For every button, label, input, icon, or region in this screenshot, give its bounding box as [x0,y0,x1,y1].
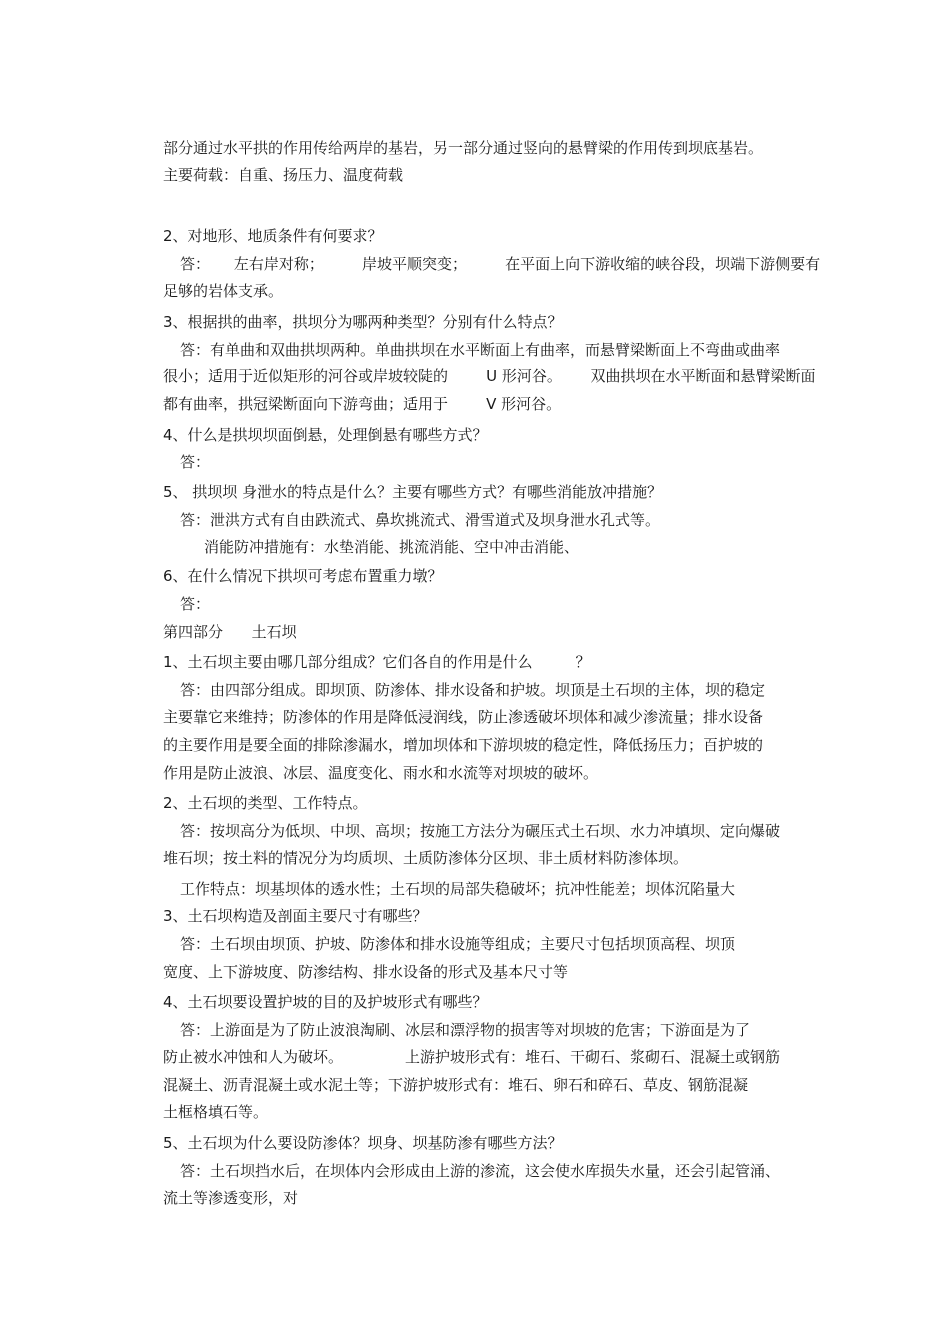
answer-line: 堆石坝；按土料的情况分为均质坝、土质防渗体分区坝、非土质材料防渗体坝。 [163,849,689,867]
answer-line: 答：有单曲和双曲拱坝两种。单曲拱坝在水平断面上有曲率，而悬臂梁断面上不弯曲或曲率 [180,341,781,359]
answer-line: 答： 左右岸对称； 岸坡平顺突变； 在平面上向下游收缩的峡谷段，坝端下游侧要有 [180,255,821,273]
answer-line: 足够的岩体支承。 [163,282,284,300]
answer-line: 答： [180,595,211,613]
question-heading: 2、土石坝的类型、工作特点。 [163,794,368,812]
answer-line: 答：土石坝挡水后，在坝体内会形成由上游的渗流，这会使水库损失水量，还会引起管涌、 [180,1162,781,1180]
answer-line: 消能防冲措施有：水垫消能、挑流消能、空中冲击消能、 [204,538,580,556]
answer-line: 答：泄洪方式有自由跌流式、鼻坎挑流式、滑雪道式及坝身泄水孔式等。 [180,511,661,529]
answer-line: 工作特点：坝基坝体的透水性；土石坝的局部失稳破坏；抗冲性能差；坝体沉陷量大 [180,880,736,898]
answer-line: 答：按坝高分为低坝、中坝、高坝；按施工方法分为碾压式土石坝、水力冲填坝、定向爆破 [180,822,781,840]
answer-line: 都有曲率，拱冠梁断面向下游弯曲；适用于 V 形河谷。 [163,395,562,413]
question-heading: 6、在什么情况下拱坝可考虑布置重力墩？ [163,567,443,585]
answer-line: 答：由四部分组成。即坝顶、防渗体、排水设备和护坡。坝顶是土石坝的主体，坝的稳定 [180,681,766,699]
question-heading: 4、土石坝要设置护坡的目的及护坡形式有哪些？ [163,993,488,1011]
answer-line: 混凝土、沥青混凝土或水泥土等；下游护坡形式有：堆石、卵石和碎石、草皮、钢筋混凝 [163,1076,749,1094]
answer-line: 很小；适用于近似矩形的河谷或岸坡较陡的 U 形河谷。 双曲拱坝在水平断面和悬臂梁断面 [163,367,816,385]
text-line: 主要荷载：自重、扬压力、温度荷载 [163,166,404,184]
answer-line: 作用是防止波浪、冰层、温度变化、雨水和水流等对坝坡的破坏。 [163,764,599,782]
section-heading: 第四部分 土石坝 [163,623,297,641]
answer-line: 的主要作用是要全面的排除渗漏水，增加坝体和下游坝坡的稳定性，降低扬压力；百护坡的 [163,736,764,754]
answer-line: 答：上游面是为了防止波浪淘刷、冰层和漂浮物的损害等对坝坡的危害；下游面是为了 [180,1021,751,1039]
answer-line: 答：土石坝由坝顶、护坡、防渗体和排水设施等组成；主要尺寸包括坝顶高程、坝顶 [180,935,736,953]
answer-line: 土框格填石等。 [163,1103,269,1121]
question-heading: 5、土石坝为什么要设防渗体？坝身、坝基防渗有哪些方法？ [163,1134,563,1152]
answer-line: 宽度、上下游坡度、防渗结构、排水设备的形式及基本尺寸等 [163,963,569,981]
answer-line: 流土等渗透变形，对 [163,1189,299,1207]
question-heading: 2、对地形、地质条件有何要求？ [163,227,383,245]
question-heading: 3、根据拱的曲率，拱坝分为哪两种类型？分别有什么特点？ [163,313,563,331]
question-heading: 3、土石坝构造及剖面主要尺寸有哪些？ [163,907,428,925]
question-heading: 1、土石坝主要由哪几部分组成？它们各自的作用是什么 ？ [163,653,591,671]
answer-line: 主要靠它来维持；防渗体的作用是降低浸润线，防止渗透破坏坝体和减少渗流量；排水设备 [163,708,764,726]
text-line: 部分通过水平拱的作用传给两岸的基岩，另一部分通过竖向的悬臂梁的作用传到坝底基岩。 [163,139,764,157]
answer-line: 防止被水冲蚀和人为破坏。 上游护坡形式有：堆石、干砌石、浆砌石、混凝土或钢筋 [163,1048,780,1066]
question-heading: 4、什么是拱坝坝面倒悬，处理倒悬有哪些方式？ [163,426,488,444]
question-heading: 5、 拱坝坝 身泄水的特点是什么？主要有哪些方式？有哪些消能放冲措施？ [163,483,663,501]
answer-line: 答： [180,453,211,471]
